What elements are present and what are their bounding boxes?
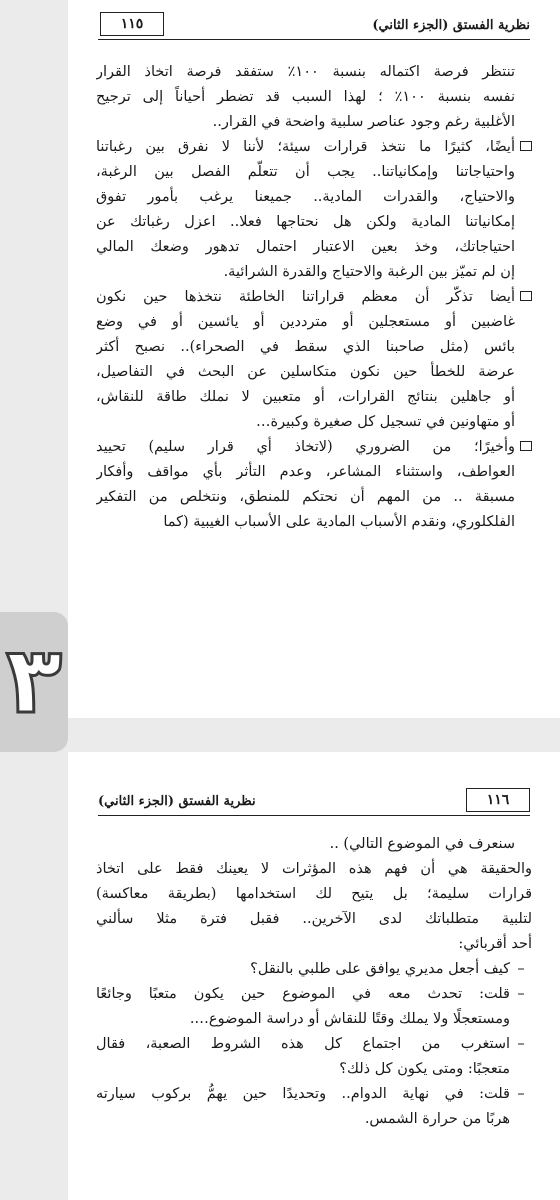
book-title: نظرية الفستق (الجزء الثاني): [372, 18, 530, 33]
text-line: أو جاهلين بنتائج القرارات، أو متعبين لا نملك طاقة للنقاش،: [96, 389, 515, 405]
text-line: العواطف، واستثناء المشاعر، وعدم التأثر بأي مواقف وأفكار: [96, 464, 515, 480]
text-line: بائس (مثل صاحبنا الذي سقط في الصحراء).. نصبح أكثر: [96, 339, 515, 355]
dash-bullet-icon: –: [517, 961, 525, 977]
text-line: إن لم تميّز بين الرغبة والاحتياج والقدرة الشرائية.: [223, 264, 515, 280]
dialog-item: [96, 1082, 532, 1132]
text-line: والحقيقة هي أن فهم هذه المؤثرات لا يعينك فقط على اتخاذ: [96, 861, 532, 877]
text-line: ومستعجلًا ولا يملك وقتًا للنقاش أو دراسة الموضوع….: [189, 1011, 510, 1027]
page-header: [98, 10, 530, 40]
dash-bullet-icon: –: [517, 986, 525, 1002]
book-page-115: [68, 0, 560, 718]
text-line: لتلبية متطلباتك لدى الآخرين.. فقبل فترة مثلا سألني: [96, 911, 532, 927]
text-line: مسبقة .. من المهم أن نحتكم للمنطق، ونتخلص من التفكير: [96, 489, 515, 505]
dash-bullet-icon: –: [517, 1086, 525, 1102]
text-line: غاضبين أو مستعجلين أو مترددين أو يائسين أو في وضع: [96, 314, 515, 330]
text-line: أيضا تذكّر أن معظم قراراتنا الخاطئة نتخذها حين نكون: [96, 289, 515, 305]
text-line: متعجبًا: ومتى يكون كل ذلك؟: [339, 1061, 510, 1077]
book-title: نظرية الفستق (الجزء الثاني): [98, 794, 256, 809]
page-number-box: ١١٥: [100, 12, 164, 36]
dialog-item: [96, 982, 532, 1032]
checkbox-bullet-icon: [520, 441, 532, 451]
text-line: أحد أقربائي:: [458, 936, 532, 952]
dialog-item: [96, 1032, 532, 1082]
text-line: كيف أجعل مديري يوافق على طلبي بالنقل؟: [250, 961, 510, 977]
text-line: أو متهاونين في تسجيل كل صغيرة وكبيرة…: [255, 414, 515, 430]
header-rule: [98, 815, 530, 816]
page-body: [96, 832, 532, 1132]
bullet-paragraph: [96, 435, 532, 535]
page-body: [96, 60, 532, 535]
chapter-side-tab[interactable]: [0, 612, 68, 752]
text-line: وأخيرًا؛ من الضروري (لاتخاذ أي قرار سليم) تحييد: [96, 439, 515, 455]
text-line: هربًا من حرارة الشمس.: [364, 1111, 510, 1127]
checkbox-bullet-icon: [520, 291, 532, 301]
text-line: استغرب من اجتماع كل هذه الشروط الصعبة، فقال: [96, 1036, 510, 1052]
text-line: احتياجاتك، وخذ بعين الاعتبار احتمال تدهور وضعك المالي: [96, 239, 515, 255]
text-line: تنتظر فرصة اكتماله بنسبة ١٠٠٪ ستفقد فرصة اتخاذ القرار: [96, 64, 515, 80]
dialog-item: [96, 957, 532, 982]
intro-paragraph: [96, 60, 532, 135]
text-line: عرضة للخطأ حين نكون متكاسلين عن البحث في التفاصيل،: [96, 364, 515, 380]
page-number-box: ١١٦: [466, 788, 530, 812]
text-line: سنعرف في الموضوع التالي) ..: [329, 836, 515, 852]
bullet-paragraph: [96, 135, 532, 285]
text-line: قلت: تحدث معه في الموضوع حين يكون متعبًا وجائعًا: [96, 986, 510, 1002]
text-line: أيضًا، كثيرًا ما نتخذ قرارات سيئة؛ لأننا لا نفرق بين رغباتنا: [96, 139, 515, 155]
text-line: واحتياجاتنا وإمكانياتنا.. يجب أن تتعلّم الفصل بين الرغبة،: [96, 164, 515, 180]
text-line: قرارات سليمة؛ بل يتيح لك استخدامها (بطريقة معاكسة): [96, 886, 532, 902]
text-line: قلت: في نهاية الدوام.. وتحديدًا حين يهمُّ بركوب سيارته: [96, 1086, 510, 1102]
book-page-116: [68, 752, 560, 1200]
dash-bullet-icon: –: [517, 1036, 525, 1052]
text-line: الأغلبية رغم وجود عناصر سلبية واضحة في القرار..: [212, 114, 515, 130]
bullet-paragraph: [96, 285, 532, 435]
text-line: الفلكلوري، ونقدم الأسباب المادية على الأسباب الغيبية (كما: [163, 514, 515, 530]
text-line: والاحتياج، والقدرات المادية.. جميعنا يرغب بأمور تفوق: [96, 189, 515, 205]
chapter-number: ٣: [5, 627, 63, 734]
intro-paragraph: [96, 832, 532, 957]
header-rule: [98, 39, 530, 40]
checkbox-bullet-icon: [520, 141, 532, 151]
text-line: نفسه بنسبة ١٠٠٪ ؛ لهذا السبب قد تضطر أحياناً إلى ترجيح: [96, 89, 515, 105]
text-line: إمكانياتنا المادية ولكن هل نحتاجها فعلا.. اعزل رغباتك عن: [96, 214, 515, 230]
page-header: [98, 786, 530, 816]
